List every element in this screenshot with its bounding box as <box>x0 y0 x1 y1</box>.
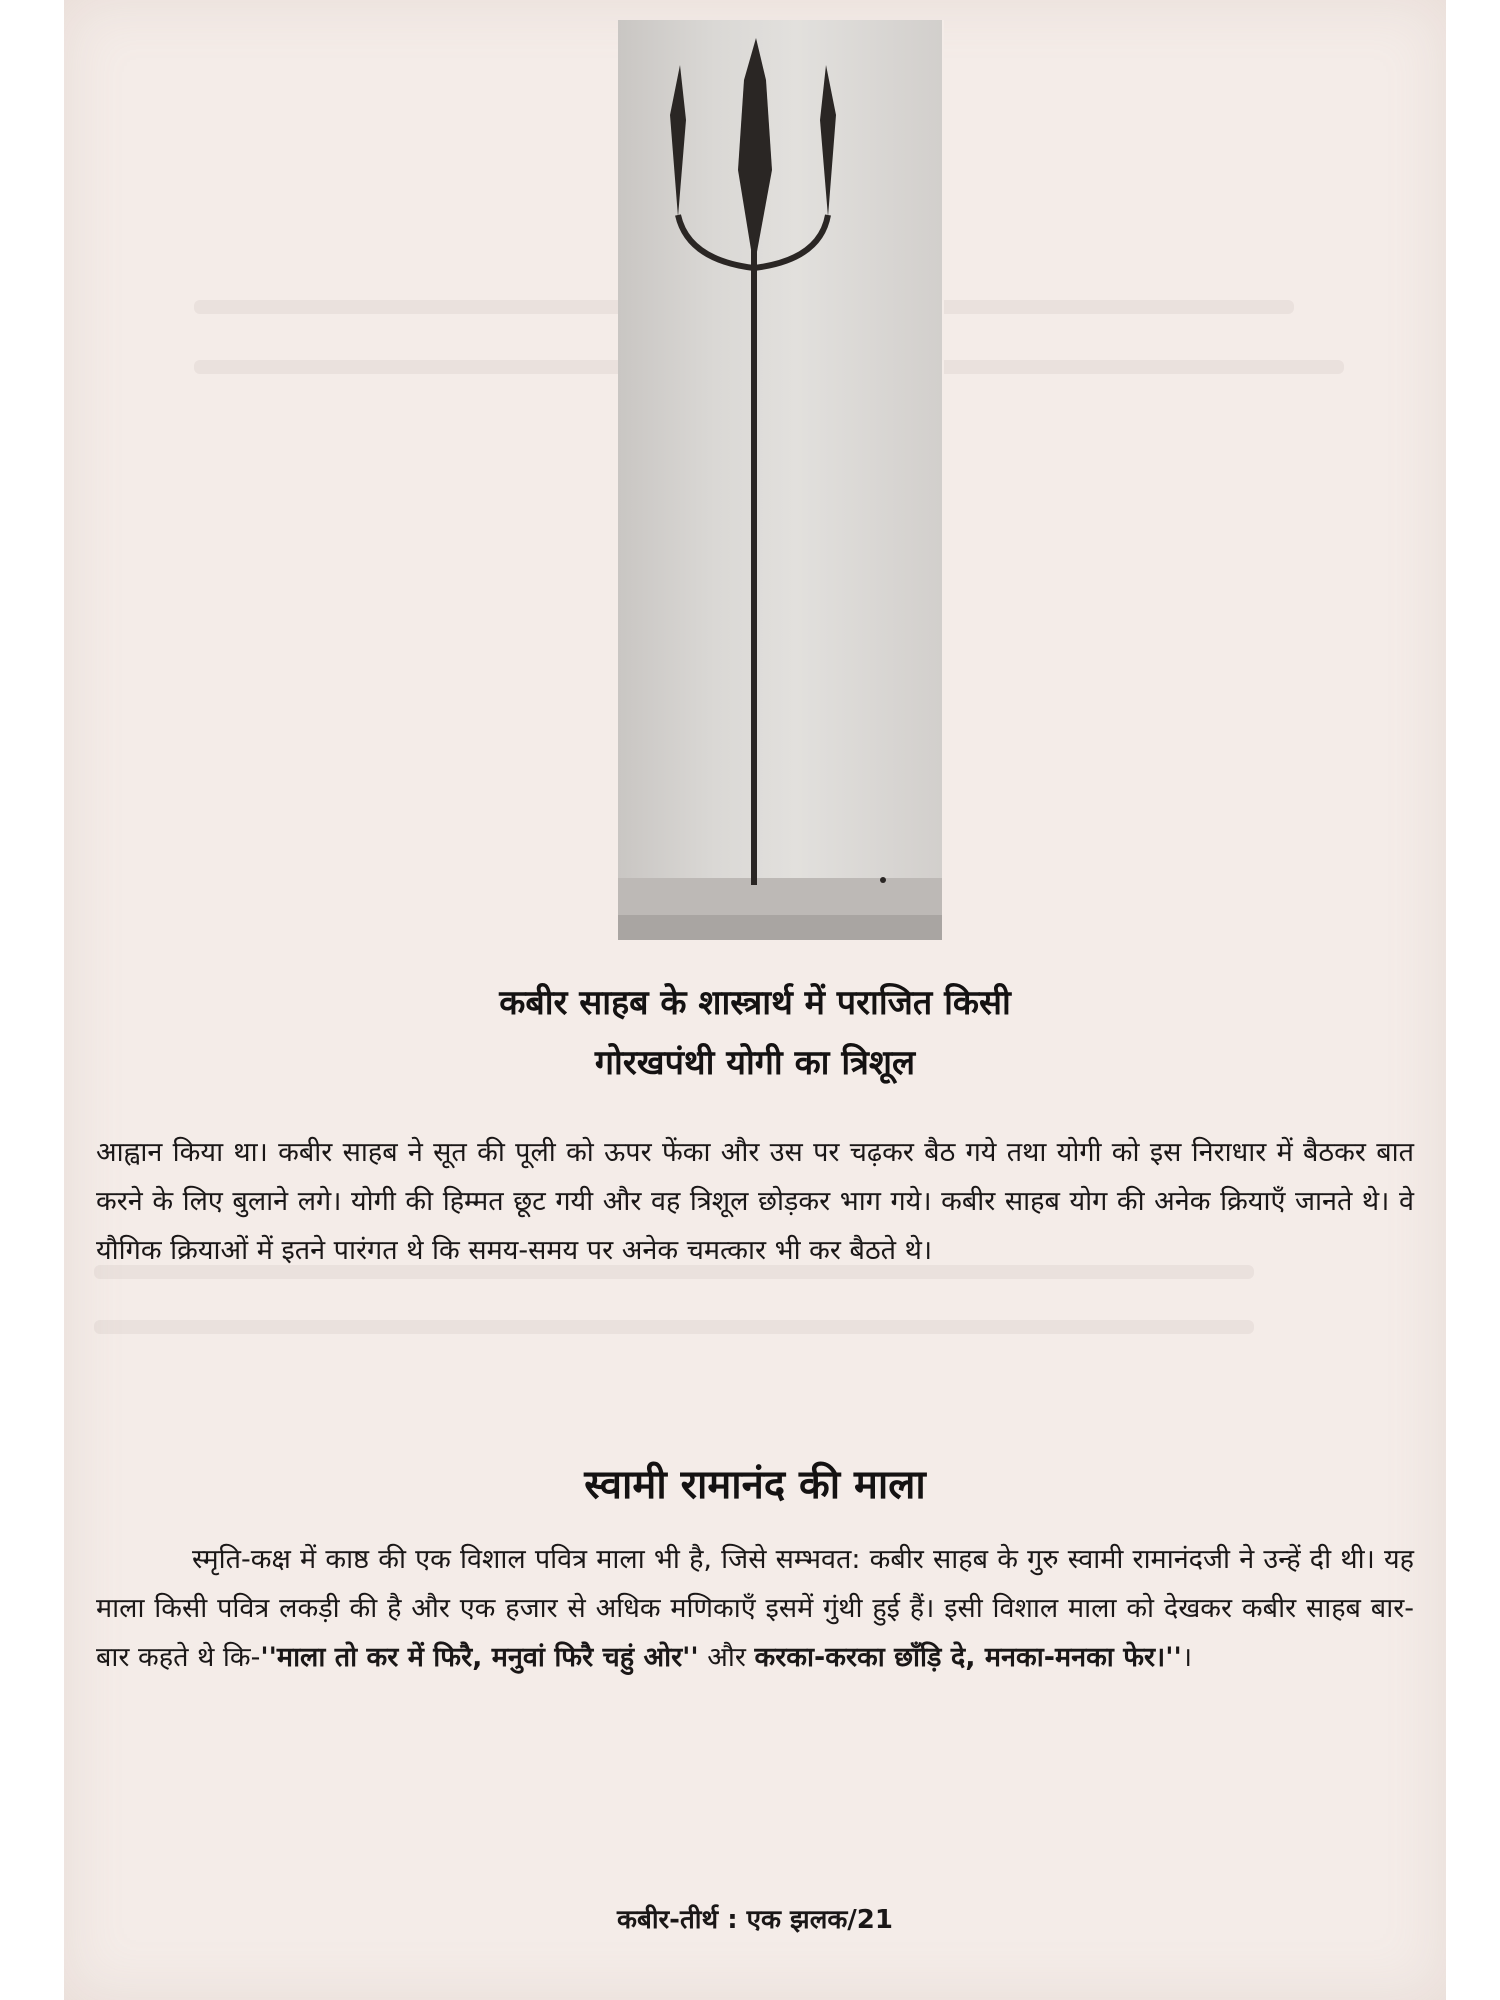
quote-bold: ''माला तो कर में फिरै, मनुवां फिरै चहुं ओर'' <box>260 1642 699 1673</box>
body-paragraph-mala <box>96 1535 1414 1682</box>
quote-bold: करका-करका छाँड़ि दे, मनका-मनका फेर।'' <box>754 1642 1182 1673</box>
photo-caption-line-2: गोरखपंथी योगी का त्रिशूल <box>594 1043 916 1083</box>
bleed-through-mark <box>94 1320 1254 1334</box>
page-footer: कबीर-तीर्थ : एक झलक/21 <box>617 1905 893 1935</box>
trident-photo <box>618 20 944 940</box>
photo-caption-line-1: कबीर साहब के शास्त्रार्थ में पराजित किसी <box>499 983 1011 1023</box>
trident-icon <box>618 20 942 940</box>
connector-text: और <box>698 1642 755 1673</box>
paragraph-end: । <box>1181 1642 1193 1673</box>
body-paragraph: आह्वान किया था। कबीर साहब ने सूत की पूली को ऊपर फेंका और उस पर चढ़कर बैठ गये तथा योगी को इस निराधार में बैठकर बात करने के लिए बुलाने लगे। योगी की हिम्मत छूट गयी और वह त्रिशूल छोड़कर भाग गये। कबीर साहब योग की अनेक क्रियाएँ जानते थे। वे यौगिक क्रियाओं में इतने पारंगत थे कि समय-समय पर अनेक चमत्कार भी कर बैठते थे। <box>96 1137 1414 1266</box>
paragraph-text: स्मृति-कक्ष में काष्ठ की एक विशाल पवित्र माला भी है, जिसे सम्भवत: कबीर साहब के गुरु स्वामी रामानंदजी ने उन्हें दी थी। यह माला किसी पवित्र लकड़ी की है और एक हजार से अधिक मणिकाएँ इसमें गुंथी हुई हैं। इसी विशाल माला को देखकर कबीर साहब बार-बार कहते थे कि- <box>96 1544 1414 1673</box>
section-heading: स्वामी रामानंद की माला <box>584 1462 926 1508</box>
